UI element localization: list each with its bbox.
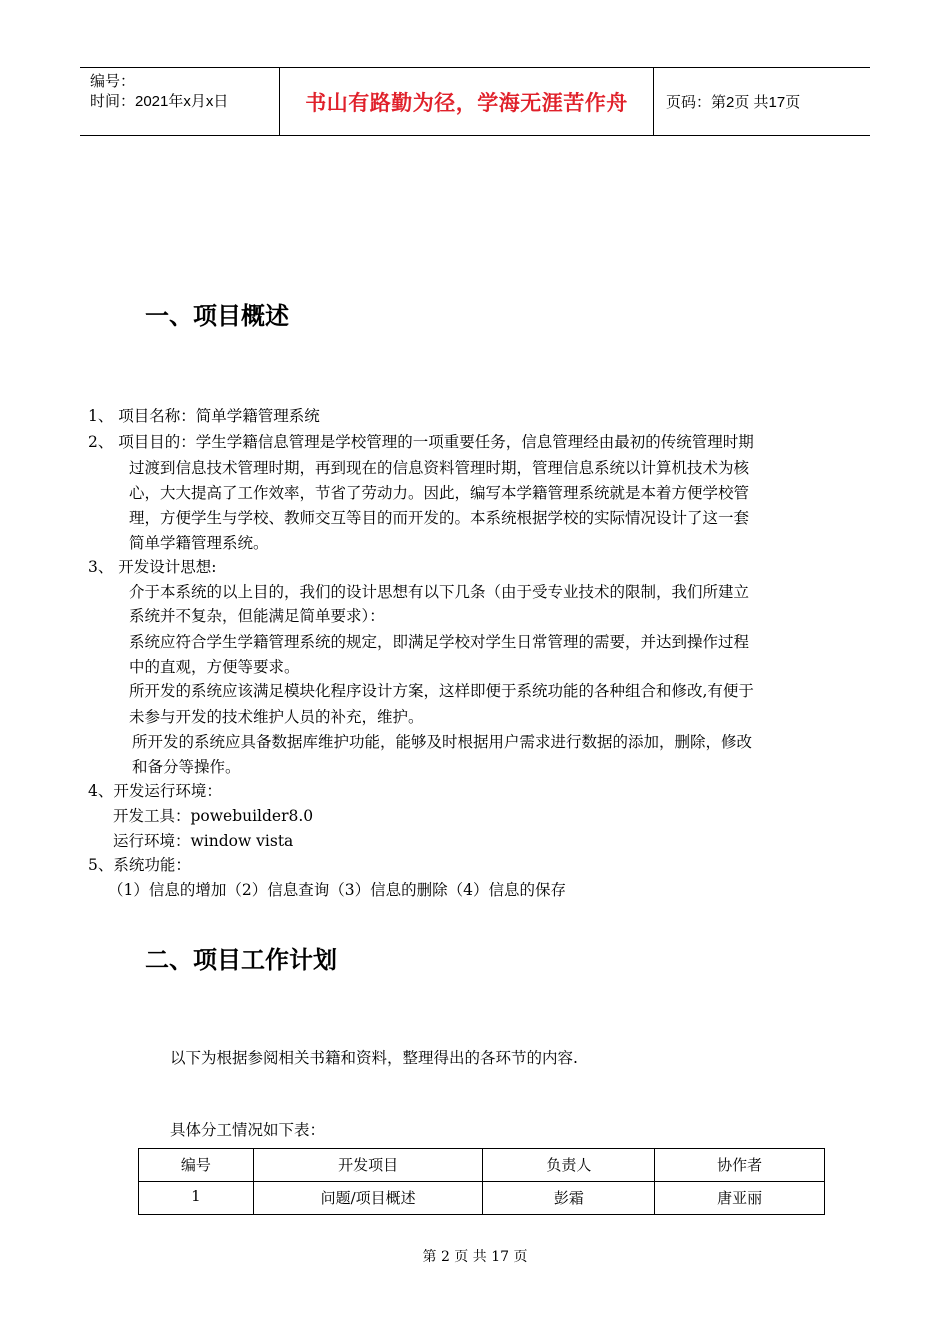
overview-line: 运行环境：window vista: [113, 832, 294, 850]
overview-line: 5、系统功能：: [88, 856, 191, 874]
task-table: [138, 1148, 825, 1215]
overview-line: 1、 项目名称：简单学籍管理系统: [88, 407, 320, 425]
number-label: 编号：: [90, 73, 136, 90]
section-title-plan: 二、项目工作计划: [145, 946, 337, 974]
overview-line: 简单学籍管理系统。: [129, 534, 269, 552]
time-label: 时间：2021年x月x日: [90, 93, 229, 110]
motto-text: 书山有路勤为径，学海无涯苦作舟: [305, 90, 628, 115]
overview-line: 系统应符合学生学籍管理系统的规定，即满足学校对学生日常管理的需要，并达到操作过程: [129, 633, 750, 651]
table-cell: 唐亚丽: [655, 1182, 825, 1215]
overview-line: 系统并不复杂，但能满足简单要求）：: [129, 607, 385, 625]
table-header-cell: 开发项目: [253, 1149, 483, 1182]
plan-intro: 以下为根据参阅相关书籍和资料，整理得出的各环节的内容.: [170, 1049, 578, 1067]
table-header-row: [139, 1149, 825, 1182]
overview-line: 理，方便学生与学校、教师交互等目的而开发的。本系统根据学校的实际情况设计了这一套: [129, 509, 750, 527]
table-cell: 彭霜: [483, 1182, 655, 1215]
page-label: 页码：第2页 共17页: [666, 94, 801, 111]
overview-line: 开发工具：powebuilder8.0: [113, 807, 314, 825]
page-header: [80, 67, 870, 136]
table-header-cell: 负责人: [483, 1149, 655, 1182]
overview-line: 2、 项目目的：学生学籍信息管理是学校管理的一项重要任务，信息管理经由最初的传统管理时期: [88, 433, 754, 451]
page-footer: 第 2 页 共 17 页: [422, 1249, 528, 1265]
table-caption: 具体分工情况如下表：: [170, 1121, 326, 1139]
overview-line: 4、开发运行环境：: [88, 782, 222, 800]
header-page-cell: [654, 68, 870, 135]
overview-line: 未参与开发的技术维护人员的补充，维护。: [129, 708, 424, 726]
table-header-cell: 协作者: [655, 1149, 825, 1182]
overview-line: 所开发的系统应具备数据库维护功能，能够及时根据用户需求进行数据的添加，删除，修改: [132, 733, 753, 751]
table-header-cell: 编号: [139, 1149, 254, 1182]
overview-line: 心，大大提高了工作效率，节省了劳动力。因此，编写本学籍管理系统就是本着方便学校管: [129, 484, 750, 502]
overview-line: 和备分等操作。: [132, 758, 241, 776]
section-title-overview: 一、项目概述: [145, 302, 289, 330]
table-cell: 1: [139, 1182, 254, 1215]
header-info: [80, 68, 280, 135]
overview-line: 过渡到信息技术管理时期，再到现在的信息资料管理时期，管理信息系统以计算机技术为核: [129, 459, 750, 477]
overview-line: 中的直观，方便等要求。: [129, 658, 300, 676]
overview-line: 所开发的系统应该满足模块化程序设计方案，这样即便于系统功能的各种组合和修改,有便于: [129, 682, 754, 700]
table-row: [139, 1182, 825, 1215]
overview-line: 介于本系统的以上目的，我们的设计思想有以下几条（由于受专业技术的限制，我们所建立: [129, 583, 750, 601]
header-motto-cell: [280, 68, 654, 135]
overview-line: （1）信息的增加（2）信息查询（3）信息的删除（4）信息的保存: [108, 881, 566, 899]
overview-line: 3、 开发设计思想:: [88, 558, 217, 576]
table-cell: 问题/项目概述: [253, 1182, 483, 1215]
